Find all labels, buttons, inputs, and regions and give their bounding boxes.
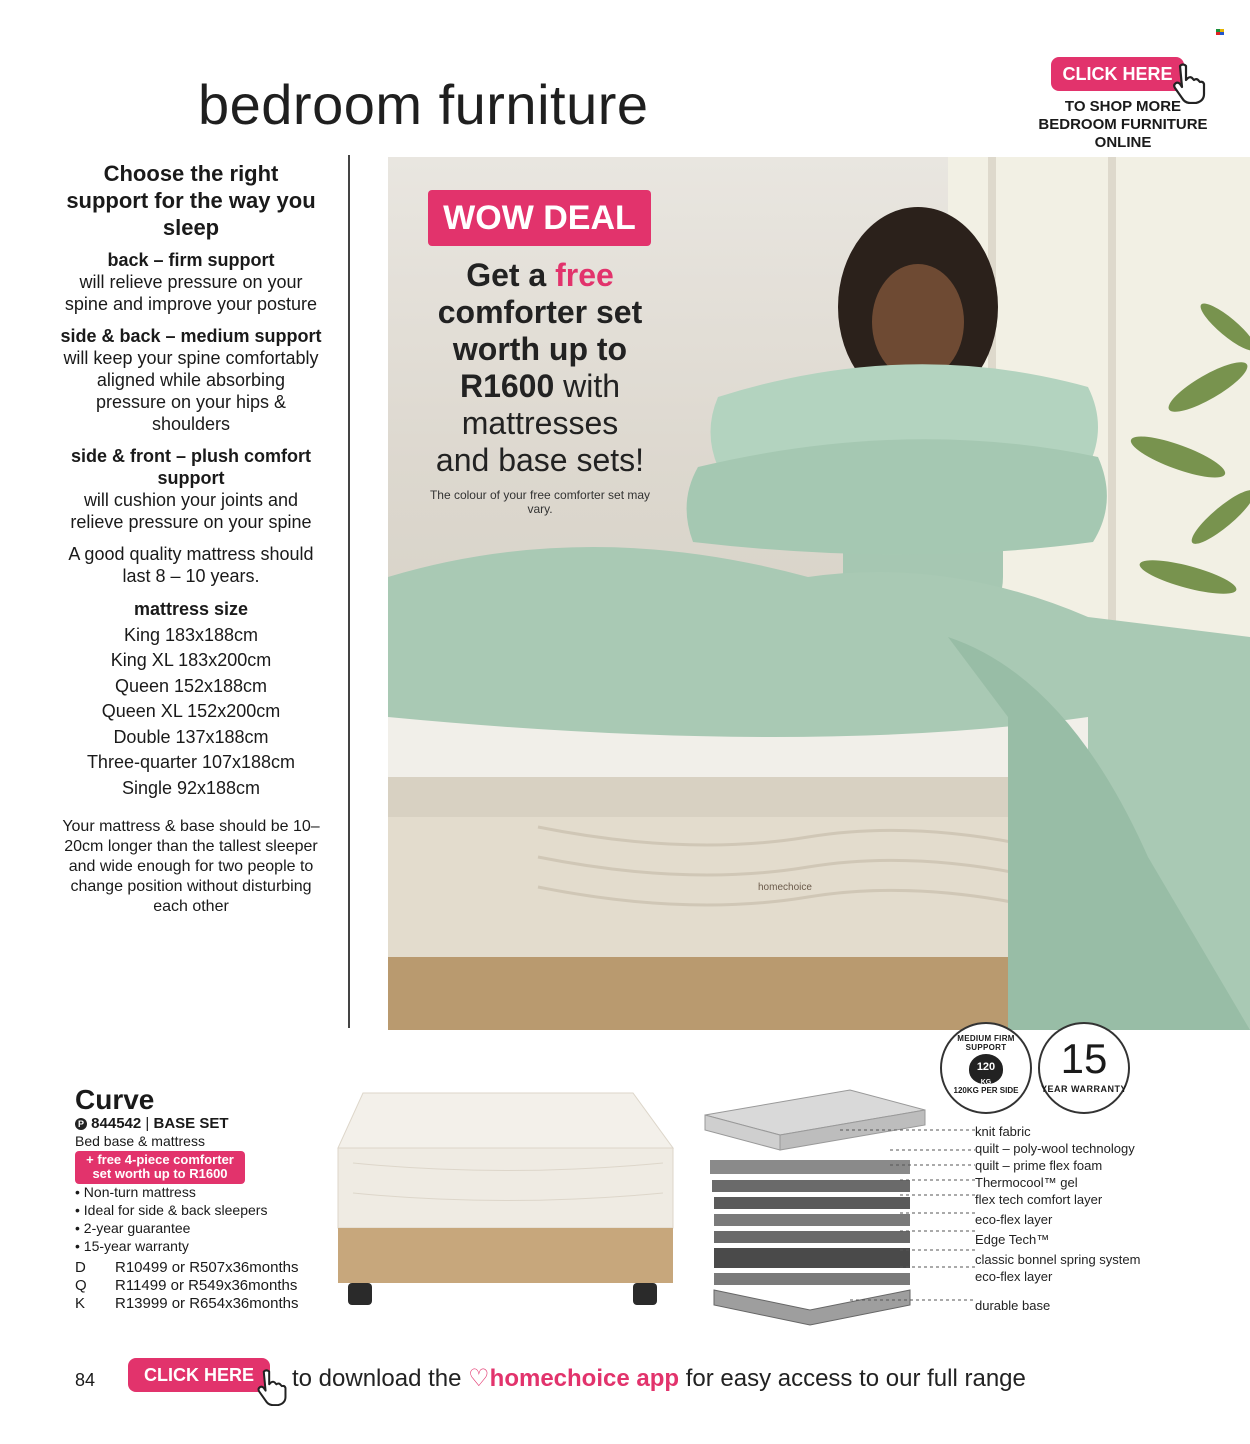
layer-label: Edge Tech™ — [975, 1232, 1050, 1247]
deal-line-2 — [418, 294, 662, 331]
support-weight: 120 — [976, 1061, 996, 1073]
deal-line-2-text: comforter set — [437, 294, 643, 330]
feature-item: • Ideal for side & back sleepers — [75, 1202, 268, 1218]
product-name: Curve — [75, 1084, 155, 1115]
layer-label: eco-flex layer — [975, 1269, 1053, 1284]
download-app-text — [292, 1364, 1026, 1393]
feature-item: • Non-turn mattress — [75, 1184, 196, 1200]
photo-brand-label: homechoice — [758, 882, 812, 893]
download-suffix: for easy access to our full range — [679, 1365, 1026, 1392]
deal-headline — [418, 257, 662, 479]
deal-with: with — [554, 368, 621, 404]
shop-line-2: BEDROOM FURNITURE — [1038, 116, 1208, 133]
warranty-badge — [1038, 1022, 1130, 1114]
sleep-guide — [60, 160, 322, 917]
product-type: BASE SET — [153, 1115, 229, 1132]
size-item: King 183x188cm — [123, 624, 259, 645]
deal-get: Get a — [466, 257, 556, 293]
shop-more-text — [1030, 98, 1216, 152]
guide-item-text: will relieve pressure on your spine and improve your posture — [64, 272, 318, 314]
layer-labels — [975, 1123, 1140, 1314]
page-title: bedroom furniture — [198, 73, 649, 136]
price-value: R10499 or R507x36months — [115, 1259, 299, 1276]
deal-free: free — [555, 257, 614, 293]
support-sub: 120KG PER SIDE — [953, 1086, 1019, 1095]
guide-item-title: side & back – medium support — [60, 326, 322, 346]
mattress-lifespan: A good quality mattress should last 8 – 10 years. — [68, 544, 314, 586]
size-item: Queen XL 152x200cm — [101, 701, 281, 721]
layer-label: durable base — [975, 1298, 1051, 1313]
feature-item: • 15-year warranty — [75, 1238, 189, 1254]
guide-item-back — [60, 249, 322, 315]
product-bed-image — [333, 1088, 678, 1310]
deal-line-3 — [418, 331, 662, 368]
click-here-download-button[interactable]: CLICK HERE — [128, 1358, 270, 1392]
price-value: R13999 or R654x36months — [115, 1295, 299, 1312]
warranty-label: YEAR WARRANTY — [1040, 1084, 1127, 1094]
layer-label: knit fabric — [975, 1124, 1031, 1139]
size-item: Single 92x188cm — [121, 777, 261, 798]
price-value: R11499 or R549x36months — [115, 1277, 298, 1294]
guide-item-text: will cushion your joints and relieve pressure on your spine — [70, 490, 312, 532]
corner-mark — [1216, 29, 1224, 35]
free-offer-line-1: + free 4-piece comforter — [86, 1152, 234, 1167]
deal-line-4 — [418, 368, 662, 405]
shop-line-1: TO SHOP MORE — [1064, 98, 1182, 115]
guide-item-title: side & front – plush comfort support — [70, 446, 311, 488]
deal-line-5: mattresses — [461, 405, 619, 441]
support-badge — [940, 1022, 1032, 1114]
deal-line-6: and base sets! — [435, 442, 645, 478]
product-code: P 844542 | BASE SET — [75, 1115, 229, 1132]
layer-label: Thermocool™ gel — [975, 1175, 1078, 1190]
guide-item-title: back – firm support — [107, 250, 275, 270]
layer-label: quilt – prime flex foam — [975, 1158, 1103, 1173]
code-icon: P — [75, 1118, 87, 1130]
kettlebell-icon — [969, 1054, 1003, 1084]
feature-item: • 2-year guarantee — [75, 1220, 191, 1236]
layer-label: flex tech comfort layer — [975, 1192, 1103, 1207]
price-row — [75, 1295, 298, 1313]
layer-label: eco-flex layer — [975, 1212, 1053, 1227]
click-here-shop-button[interactable]: CLICK HERE — [1051, 57, 1184, 91]
deal-note: The colour of your free comforter set may vary. — [429, 488, 651, 516]
guide-heading: Choose the right support for the way you sleep — [66, 161, 316, 240]
mattress-layer-diagram — [700, 1085, 975, 1330]
layer-label: classic bonnel spring system — [975, 1252, 1141, 1267]
product-code-value: 844542 — [91, 1115, 142, 1132]
download-prefix: to download the — [292, 1365, 469, 1392]
size-item: Three-quarter 107x188cm — [86, 752, 296, 772]
size-heading: mattress size — [133, 599, 249, 619]
heart-icon: ♡ — [468, 1365, 490, 1392]
product-description: Bed base & mattress — [75, 1133, 205, 1149]
price-list — [75, 1259, 298, 1313]
hand-pointer-icon — [254, 1368, 288, 1411]
guide-item-side-front — [60, 445, 322, 533]
size-tip: Your mattress & base should be 10–20cm longer than the tallest sleeper and wide enough for two people to change position without disturbing each other — [62, 818, 320, 915]
product-features — [75, 1183, 267, 1255]
mattress-size-list — [60, 597, 322, 801]
warranty-number: 15 — [1060, 1035, 1108, 1082]
deal-line-1 — [418, 257, 662, 294]
shop-line-3: ONLINE — [1094, 134, 1152, 151]
guide-item-text: will keep your spine comfortably aligned while absorbing pressure on your hips & shoulders — [63, 348, 319, 434]
support-label: MEDIUM FIRM SUPPORT — [957, 1034, 1015, 1052]
free-offer-tag — [75, 1151, 245, 1184]
deal-price: R1600 — [459, 368, 555, 404]
price-size: Q — [75, 1277, 87, 1294]
page-number: 84 — [75, 1370, 96, 1390]
free-offer-line-2: set worth up to R1600 — [92, 1166, 228, 1181]
price-row — [75, 1259, 298, 1277]
support-unit: KG — [980, 1079, 992, 1086]
price-size: D — [75, 1259, 86, 1276]
divider — [348, 155, 350, 1028]
price-row — [75, 1277, 298, 1295]
size-item: Queen 152x188cm — [114, 675, 268, 696]
app-brand[interactable]: homechoice app — [489, 1365, 680, 1392]
layer-label: quilt – poly-wool technology — [975, 1141, 1135, 1156]
wow-deal-badge: WOW DEAL — [428, 190, 651, 246]
deal-line-3-text: worth up to — [452, 331, 628, 367]
guide-item-side-back — [60, 325, 322, 435]
size-item: Double 137x188cm — [113, 726, 269, 747]
size-item: King XL 183x200cm — [110, 650, 272, 670]
price-size: K — [75, 1295, 86, 1312]
